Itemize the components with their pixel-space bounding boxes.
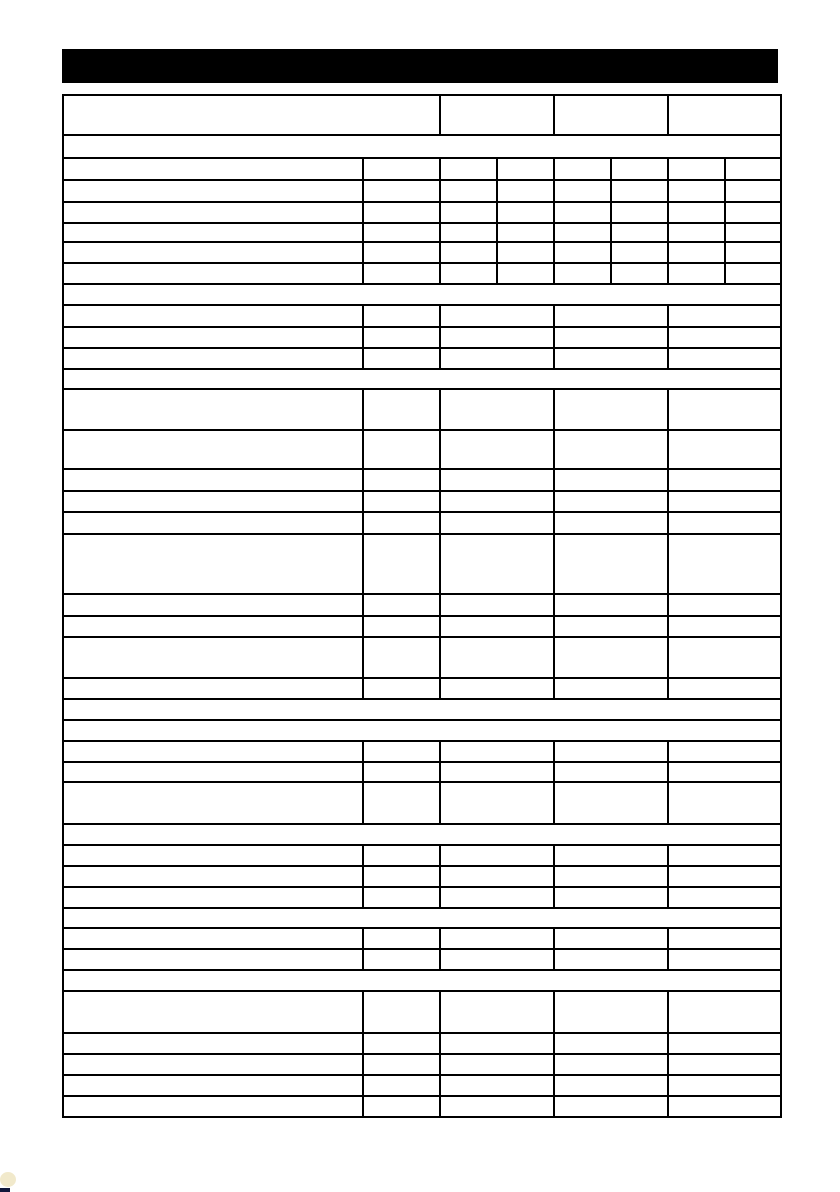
value-cell [439,431,553,468]
label-cell [64,638,362,677]
value-cell [362,595,439,615]
value-cell [362,1034,439,1053]
label-cell [64,224,362,241]
value-cell [667,1034,780,1053]
title-bar [62,49,778,83]
value-cell [496,264,553,283]
value-cell [667,306,780,326]
value-cell [667,181,724,201]
value-cell [553,349,667,368]
form-table [62,94,782,1118]
value-cell [362,264,439,283]
value-cell [496,224,553,241]
label-cell [64,328,362,347]
value-cell [724,224,780,241]
value-cell [667,431,780,468]
value-cell [362,929,439,948]
table-row-wide [64,328,780,349]
value-cell [724,181,780,201]
value-cell [439,867,553,886]
table-row-wide [64,535,780,595]
label-cell [64,595,362,615]
value-cell [553,763,667,781]
value-cell [439,846,553,865]
value-cell [667,328,780,347]
value-cell [439,617,553,636]
value-cell [439,638,553,677]
value-cell [553,306,667,326]
table-row-wide [64,742,780,763]
section-cell [64,909,780,927]
value-cell [667,535,780,593]
value-cell [362,492,439,511]
value-cell [439,1034,553,1053]
value-cell [362,224,439,241]
value-cell [362,950,439,969]
value-cell [667,224,724,241]
value-cell [553,617,667,636]
value-cell [439,328,553,347]
value-cell [496,159,553,179]
label-cell [64,1055,362,1074]
label-cell [64,431,362,468]
table-row-wide [64,431,780,470]
value-cell [439,224,496,241]
table-row-wide [64,390,780,431]
value-cell [553,96,667,134]
section-cell [64,136,780,157]
value-cell [362,867,439,886]
value-cell [667,763,780,781]
value-cell [553,243,610,262]
table-row-section [64,700,780,721]
value-cell [439,1097,553,1116]
table-row-wide [64,638,780,679]
section-cell [64,285,780,304]
table-row-header [64,96,780,136]
table-row-wide [64,783,780,825]
value-cell [667,846,780,865]
scan-corner-mark [0,1188,10,1192]
table-row-wide [64,679,780,700]
value-cell [667,203,724,222]
value-cell [496,181,553,201]
table-row-narrow [64,159,780,181]
value-cell [439,535,553,593]
value-cell [362,1055,439,1074]
value-cell [667,742,780,761]
table-row-wide [64,306,780,328]
table-row-wide [64,349,780,370]
value-cell [553,679,667,698]
label-cell [64,929,362,948]
table-row-section [64,136,780,159]
value-cell [362,203,439,222]
value-cell [667,349,780,368]
value-cell [362,243,439,262]
value-cell [667,617,780,636]
table-row-wide [64,992,780,1034]
value-cell [439,595,553,615]
value-cell [439,950,553,969]
value-cell [724,264,780,283]
value-cell [553,1097,667,1116]
value-cell [553,950,667,969]
value-cell [667,929,780,948]
label-cell [64,888,362,907]
value-cell [553,929,667,948]
table-row-narrow [64,203,780,224]
value-cell [439,513,553,533]
value-cell [553,638,667,677]
table-row-narrow [64,243,780,264]
value-cell [667,264,724,283]
value-cell [496,243,553,262]
label-cell [64,264,362,283]
label-cell [64,1034,362,1053]
value-cell [553,992,667,1032]
table-row-wide [64,492,780,513]
value-cell [439,929,553,948]
value-cell [439,679,553,698]
value-cell [553,492,667,511]
value-cell [439,992,553,1032]
label-cell [64,679,362,698]
value-cell [362,783,439,823]
label-cell [64,950,362,969]
table-row-narrow [64,224,780,243]
value-cell [667,950,780,969]
value-cell [439,243,496,262]
value-cell [496,203,553,222]
value-cell [362,888,439,907]
value-cell [553,783,667,823]
value-cell [362,513,439,533]
value-cell [439,470,553,490]
label-cell [64,1097,362,1116]
section-cell [64,700,780,719]
label-cell [64,203,362,222]
value-cell [362,181,439,201]
value-cell [553,431,667,468]
label-cell [64,867,362,886]
value-cell [553,390,667,429]
value-cell [610,264,667,283]
value-cell [553,1055,667,1074]
label-cell [64,1076,362,1095]
value-cell [553,203,610,222]
label-cell [64,763,362,781]
table-row-wide [64,950,780,971]
value-cell [610,203,667,222]
value-cell [667,992,780,1032]
value-cell [667,96,780,134]
section-cell [64,825,780,844]
label-cell [64,390,362,429]
table-row-wide [64,867,780,888]
label-cell [64,992,362,1032]
value-cell [553,1034,667,1053]
label-cell [64,181,362,201]
value-cell [610,181,667,201]
value-cell [553,328,667,347]
value-cell [553,264,610,283]
value-cell [553,867,667,886]
value-cell [553,159,610,179]
value-cell [553,535,667,593]
value-cell [553,595,667,615]
value-cell [667,595,780,615]
value-cell [362,763,439,781]
table-row-wide [64,595,780,617]
label-cell [64,492,362,511]
value-cell [439,763,553,781]
value-cell [553,742,667,761]
value-cell [362,535,439,593]
value-cell [362,846,439,865]
value-cell [667,470,780,490]
label-cell [64,513,362,533]
value-cell [362,470,439,490]
value-cell [667,888,780,907]
table-row-wide [64,846,780,867]
value-cell [439,96,553,134]
value-cell [362,1097,439,1116]
table-row-wide [64,888,780,909]
value-cell [439,1076,553,1095]
value-cell [667,159,724,179]
value-cell [667,1076,780,1095]
table-row-narrow [64,264,780,285]
table-row-wide [64,470,780,492]
value-cell [553,888,667,907]
value-cell [439,888,553,907]
value-cell [439,390,553,429]
value-cell [362,742,439,761]
table-row-section [64,825,780,846]
table-row-wide [64,617,780,638]
value-cell [362,328,439,347]
value-cell [667,1097,780,1116]
value-cell [610,243,667,262]
label-cell [64,243,362,262]
value-cell [439,306,553,326]
value-cell [362,159,439,179]
value-cell [667,1055,780,1074]
table-row-section [64,909,780,929]
table-row-narrow [64,181,780,203]
value-cell [667,492,780,511]
table-row-wide [64,929,780,950]
value-cell [553,470,667,490]
value-cell [362,390,439,429]
value-cell [439,742,553,761]
label-cell [64,846,362,865]
label-cell [64,159,362,179]
value-cell [667,679,780,698]
value-cell [362,431,439,468]
value-cell [610,159,667,179]
value-cell [439,1055,553,1074]
value-cell [439,349,553,368]
table-row-wide [64,513,780,535]
value-cell [724,243,780,262]
scan-smudge-mark [0,1172,16,1187]
value-cell [439,264,496,283]
label-cell [64,349,362,368]
value-cell [667,243,724,262]
value-cell [362,1076,439,1095]
value-cell [439,492,553,511]
value-cell [439,159,496,179]
value-cell [362,349,439,368]
value-cell [610,224,667,241]
value-cell [439,181,496,201]
value-cell [362,992,439,1032]
table-row-section [64,971,780,992]
label-cell [64,535,362,593]
table-row-section [64,370,780,390]
value-cell [553,1076,667,1095]
value-cell [362,617,439,636]
table-row-section [64,721,780,742]
value-cell [667,867,780,886]
label-cell [64,470,362,490]
value-cell [667,513,780,533]
value-cell [724,203,780,222]
table-row-section [64,285,780,306]
table-row-wide [64,1055,780,1076]
value-cell [362,679,439,698]
table-row-wide [64,1076,780,1097]
label-cell [64,783,362,823]
value-cell [362,306,439,326]
value-cell [362,638,439,677]
value-cell [553,513,667,533]
value-cell [724,159,780,179]
label-cell [64,617,362,636]
value-cell [667,390,780,429]
table-row-wide [64,1034,780,1055]
label-cell [64,96,439,134]
value-cell [553,181,610,201]
section-cell [64,971,780,990]
value-cell [553,846,667,865]
section-cell [64,721,780,740]
value-cell [667,638,780,677]
value-cell [439,783,553,823]
label-cell [64,742,362,761]
value-cell [667,783,780,823]
label-cell [64,306,362,326]
table-row-wide [64,763,780,783]
value-cell [439,203,496,222]
section-cell [64,370,780,388]
table-row-wide [64,1097,780,1118]
value-cell [553,224,610,241]
